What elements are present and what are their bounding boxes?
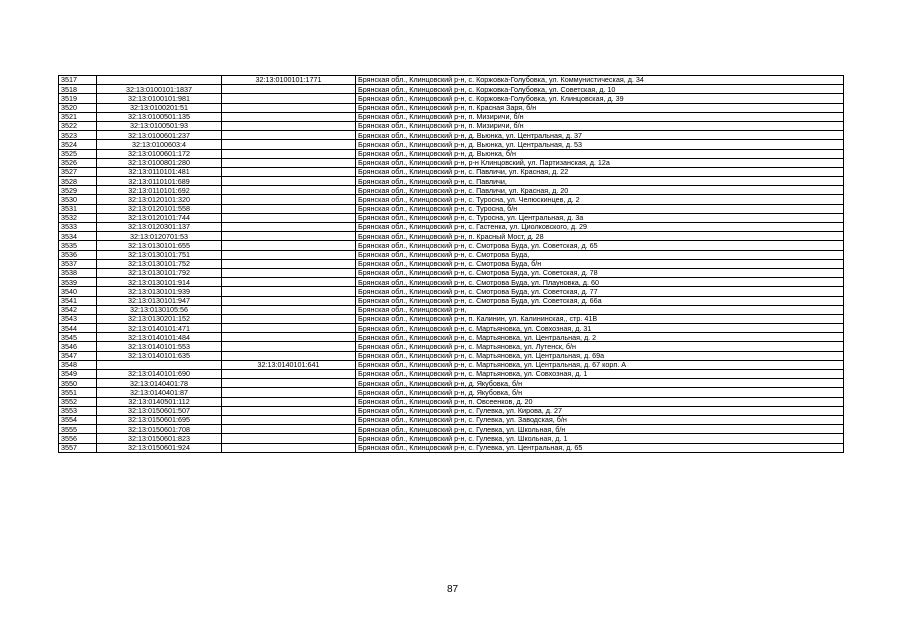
cadastral-number-alt-cell: [222, 314, 356, 323]
row-number-cell: 3536: [59, 250, 97, 259]
table-row: [59, 296, 844, 305]
table-row: [59, 167, 844, 176]
cadastral-number-alt-cell: [222, 85, 356, 94]
address-cell: Брянская обл., Клинцовский р-н, с. Гулевка, ул. Школьная, д. 1: [356, 434, 844, 443]
row-number-cell: 3535: [59, 241, 97, 250]
table-row: [59, 287, 844, 296]
address-cell: Брянская обл., Клинцовский р-н, с. Мартьяновка, ул. Центральная, д. 69а: [356, 351, 844, 360]
row-number-cell: 3517: [59, 76, 97, 85]
address-cell: Брянская обл., Клинцовский р-н, с. Коржовка-Голубовка, ул. Клинцовская, д. 39: [356, 94, 844, 103]
cadastral-number-alt-cell: [222, 305, 356, 314]
cadastral-number-alt-cell: [222, 351, 356, 360]
row-number-cell: 3534: [59, 232, 97, 241]
row-number-cell: 3547: [59, 351, 97, 360]
cadastral-number-cell: 32:13:0130101:655: [97, 241, 222, 250]
cadastral-number-alt-cell: [222, 241, 356, 250]
cadastral-number-cell: 32:13:0150601:695: [97, 415, 222, 424]
row-number-cell: 3523: [59, 131, 97, 140]
row-number-cell: 3522: [59, 121, 97, 130]
table-row: [59, 94, 844, 103]
cadastral-number-alt-cell: [222, 296, 356, 305]
address-cell: Брянская обл., Клинцовский р-н, с. Гулевка, ул. Кирова, д. 27: [356, 406, 844, 415]
table-row: [59, 314, 844, 323]
address-cell: Брянская обл., Клинцовский р-н, с. Смотрова Буда, ул. Советская, д. 66а: [356, 296, 844, 305]
cadastral-number-alt-cell: [222, 333, 356, 342]
table-row: [59, 85, 844, 94]
address-cell: Брянская обл., Клинцовский р-н, с. Павличи, ул. Красная, д. 22: [356, 167, 844, 176]
cadastral-number-alt-cell: [222, 287, 356, 296]
address-cell: Брянская обл., Клинцовский р-н, п. Калинин, ул. Калининская,, стр. 41В: [356, 314, 844, 323]
address-cell: Брянская обл., Клинцовский р-н, с. Гулевка, ул. Школьная, б/н: [356, 425, 844, 434]
address-cell: Брянская обл., Клинцовский р-н, д. Якубовка, б/н: [356, 379, 844, 388]
row-number-cell: 3542: [59, 305, 97, 314]
address-cell: Брянская обл., Клинцовский р-н, п. Мизиричи, б/н: [356, 121, 844, 130]
address-cell: Брянская обл., Клинцовский р-н, с. Мартьяновка, ул. Лутенск, б/н: [356, 342, 844, 351]
table-row: [59, 278, 844, 287]
table-row: [59, 186, 844, 195]
table-row: [59, 131, 844, 140]
address-cell: Брянская обл., Клинцовский р-н, с. Смотрова Буда, ул. Советская, д. 78: [356, 268, 844, 277]
cadastral-number-alt-cell: [222, 204, 356, 213]
address-cell: Брянская обл., Клинцовский р-н, с. Гастенка, ул. Циолковского, д. 29: [356, 223, 844, 232]
address-cell: Брянская обл., Клинцовский р-н, с. Мартьяновка, ул. Центральная, д. 2: [356, 333, 844, 342]
table-row: [59, 76, 844, 85]
table-row: [59, 121, 844, 130]
row-number-cell: 3519: [59, 94, 97, 103]
cadastral-number-cell: 32:13:0130105:56: [97, 305, 222, 314]
address-cell: Брянская обл., Клинцовский р-н, с. Мартьяновка, ул. Совхозная, д. 31: [356, 324, 844, 333]
table-row: [59, 388, 844, 397]
registry-table-body: [59, 76, 844, 453]
address-cell: Брянская обл., Клинцовский р-н, д. Вьюнка, ул. Центральная, д. 37: [356, 131, 844, 140]
address-cell: Брянская обл., Клинцовский р-н, с. Мартьяновка, ул. Совхозная, д. 1: [356, 370, 844, 379]
address-cell: Брянская обл., Клинцовский р-н, с. Мартьяновка, ул. Центральная, д. 67 корп. А: [356, 360, 844, 369]
cadastral-number-cell: 32:13:0130201:152: [97, 314, 222, 323]
row-number-cell: 3532: [59, 213, 97, 222]
cadastral-number-alt-cell: [222, 434, 356, 443]
property-registry-table: [58, 75, 844, 453]
cadastral-number-cell: 32:13:0110101:689: [97, 177, 222, 186]
row-number-cell: 3553: [59, 406, 97, 415]
cadastral-number-cell: 32:13:0110101:692: [97, 186, 222, 195]
cadastral-number-alt-cell: [222, 379, 356, 388]
table-row: [59, 305, 844, 314]
table-row: [59, 158, 844, 167]
cadastral-number-alt-cell: [222, 232, 356, 241]
table-row: [59, 379, 844, 388]
cadastral-number-alt-cell: [222, 268, 356, 277]
cadastral-number-alt-cell: [222, 342, 356, 351]
cadastral-number-cell: 32:13:0120301:137: [97, 223, 222, 232]
cadastral-number-cell: 32:13:0120101:320: [97, 195, 222, 204]
address-cell: Брянская обл., Клинцовский р-н, д. Якубовка, б/н: [356, 388, 844, 397]
cadastral-number-cell: 32:13:0140101:690: [97, 370, 222, 379]
cadastral-number-alt-cell: [222, 370, 356, 379]
cadastral-number-alt-cell: [222, 278, 356, 287]
cadastral-number-cell: 32:13:0110101:481: [97, 167, 222, 176]
cadastral-number-alt-cell: [222, 158, 356, 167]
cadastral-number-alt-cell: [222, 406, 356, 415]
cadastral-number-alt-cell: [222, 112, 356, 121]
table-row: [59, 397, 844, 406]
table-row: [59, 443, 844, 452]
address-cell: Брянская обл., Клинцовский р-н, р-н Клинцовский, ул. Партизанская, д. 12а: [356, 158, 844, 167]
cadastral-number-cell: 32:13:0100201:51: [97, 103, 222, 112]
address-cell: Брянская обл., Клинцовский р-н, с. Смотрова Буда, ул. Плауновка, д. 60: [356, 278, 844, 287]
address-cell: Брянская обл., Клинцовский р-н, п. Овсеенков, д. 20: [356, 397, 844, 406]
table-row: [59, 149, 844, 158]
cadastral-number-cell: 32:13:0150601:924: [97, 443, 222, 452]
address-cell: Брянская обл., Клинцовский р-н, с. Коржовка-Голубовка, ул. Советская, д. 10: [356, 85, 844, 94]
address-cell: Брянская обл., Клинцовский р-н, с. Смотрова Буда, ул. Советская, д. 65: [356, 241, 844, 250]
row-number-cell: 3518: [59, 85, 97, 94]
cadastral-number-alt-cell: [222, 167, 356, 176]
table-row: [59, 434, 844, 443]
address-cell: Брянская обл., Клинцовский р-н,: [356, 305, 844, 314]
cadastral-number-alt-cell: [222, 425, 356, 434]
address-cell: Брянская обл., Клинцовский р-н, с. Павличи,: [356, 177, 844, 186]
cadastral-number-cell: 32:13:0120101:744: [97, 213, 222, 222]
table-row: [59, 259, 844, 268]
cadastral-number-alt-cell: [222, 213, 356, 222]
cadastral-number-cell: 32:13:0130101:939: [97, 287, 222, 296]
cadastral-number-cell: 32:13:0100101:1837: [97, 85, 222, 94]
address-cell: Брянская обл., Клинцовский р-н, с. Павличи, ул. Красная, д. 20: [356, 186, 844, 195]
cadastral-number-cell: [97, 76, 222, 85]
cadastral-number-cell: 32:13:0130101:914: [97, 278, 222, 287]
address-cell: Брянская обл., Клинцовский р-н, с. Туросна, ул. Центральная, д. 3а: [356, 213, 844, 222]
row-number-cell: 3555: [59, 425, 97, 434]
address-cell: Брянская обл., Клинцовский р-н, с. Гулевка, ул. Заводская, б/н: [356, 415, 844, 424]
table-row: [59, 425, 844, 434]
table-row: [59, 241, 844, 250]
row-number-cell: 3545: [59, 333, 97, 342]
table-row: [59, 342, 844, 351]
address-cell: Брянская обл., Клинцовский р-н, с. Туросна, б/н: [356, 204, 844, 213]
cadastral-number-alt-cell: [222, 443, 356, 452]
cadastral-number-alt-cell: 32:13:0100101:1771: [222, 76, 356, 85]
row-number-cell: 3525: [59, 149, 97, 158]
cadastral-number-alt-cell: [222, 388, 356, 397]
cadastral-number-cell: 32:13:0130101:752: [97, 259, 222, 268]
table-row: [59, 112, 844, 121]
row-number-cell: 3556: [59, 434, 97, 443]
table-row: [59, 360, 844, 369]
table-row: [59, 324, 844, 333]
cadastral-number-cell: 32:13:0150601:823: [97, 434, 222, 443]
cadastral-number-cell: 32:13:0150601:507: [97, 406, 222, 415]
table-row: [59, 370, 844, 379]
row-number-cell: 3533: [59, 223, 97, 232]
table-row: [59, 177, 844, 186]
row-number-cell: 3543: [59, 314, 97, 323]
table-row: [59, 250, 844, 259]
row-number-cell: 3520: [59, 103, 97, 112]
table-row: [59, 195, 844, 204]
row-number-cell: 3554: [59, 415, 97, 424]
address-cell: Брянская обл., Клинцовский р-н, с. Туросна, ул. Челюскинцев, д. 2: [356, 195, 844, 204]
row-number-cell: 3539: [59, 278, 97, 287]
row-number-cell: 3538: [59, 268, 97, 277]
cadastral-number-alt-cell: [222, 140, 356, 149]
address-cell: Брянская обл., Клинцовский р-н, п. Красная Заря, б/н: [356, 103, 844, 112]
page-number: 87: [446, 584, 459, 595]
row-number-cell: 3528: [59, 177, 97, 186]
cadastral-number-cell: 32:13:0140101:635: [97, 351, 222, 360]
row-number-cell: 3546: [59, 342, 97, 351]
cadastral-number-cell: 32:13:0100601:237: [97, 131, 222, 140]
table-row: [59, 268, 844, 277]
table-row: [59, 351, 844, 360]
cadastral-number-alt-cell: [222, 149, 356, 158]
row-number-cell: 3551: [59, 388, 97, 397]
cadastral-number-alt-cell: [222, 121, 356, 130]
cadastral-number-cell: 32:13:0140501:112: [97, 397, 222, 406]
cadastral-number-alt-cell: [222, 131, 356, 140]
row-number-cell: 3550: [59, 379, 97, 388]
cadastral-number-cell: 32:13:0120701:53: [97, 232, 222, 241]
cadastral-number-cell: 32:13:0100603:4: [97, 140, 222, 149]
table-row: [59, 232, 844, 241]
table-row: [59, 213, 844, 222]
cadastral-number-cell: 32:13:0130101:947: [97, 296, 222, 305]
address-cell: Брянская обл., Клинцовский р-н, с. Смотрова Буда,: [356, 250, 844, 259]
table-row: [59, 406, 844, 415]
row-number-cell: 3530: [59, 195, 97, 204]
cadastral-number-cell: 32:13:0140101:553: [97, 342, 222, 351]
row-number-cell: 3526: [59, 158, 97, 167]
row-number-cell: 3540: [59, 287, 97, 296]
address-cell: Брянская обл., Клинцовский р-н, д. Вьюнка, б/н: [356, 149, 844, 158]
row-number-cell: 3557: [59, 443, 97, 452]
cadastral-number-cell: 32:13:0130101:792: [97, 268, 222, 277]
cadastral-number-alt-cell: [222, 186, 356, 195]
cadastral-number-cell: 32:13:0140401:78: [97, 379, 222, 388]
cadastral-number-cell: 32:13:0100101:981: [97, 94, 222, 103]
address-cell: Брянская обл., Клинцовский р-н, с. Смотрова Буда, б/н: [356, 259, 844, 268]
row-number-cell: 3527: [59, 167, 97, 176]
cadastral-number-cell: 32:13:0130101:751: [97, 250, 222, 259]
table-row: [59, 204, 844, 213]
cadastral-number-cell: [97, 360, 222, 369]
row-number-cell: 3552: [59, 397, 97, 406]
row-number-cell: 3529: [59, 186, 97, 195]
cadastral-number-alt-cell: [222, 250, 356, 259]
cadastral-number-cell: 32:13:0140401:87: [97, 388, 222, 397]
row-number-cell: 3541: [59, 296, 97, 305]
address-cell: Брянская обл., Клинцовский р-н, п. Мизиричи, б/н: [356, 112, 844, 121]
cadastral-number-cell: 32:13:0120101:558: [97, 204, 222, 213]
table-row: [59, 333, 844, 342]
cadastral-number-alt-cell: [222, 195, 356, 204]
address-cell: Брянская обл., Клинцовский р-н, с. Гулевка, ул. Центральная, д. 65: [356, 443, 844, 452]
row-number-cell: 3521: [59, 112, 97, 121]
address-cell: Брянская обл., Клинцовский р-н, п. Красный Мост, д. 28: [356, 232, 844, 241]
cadastral-number-alt-cell: [222, 103, 356, 112]
cadastral-number-alt-cell: 32:13:0140101:641: [222, 360, 356, 369]
cadastral-number-cell: 32:13:0140101:471: [97, 324, 222, 333]
cadastral-number-alt-cell: [222, 259, 356, 268]
cadastral-number-alt-cell: [222, 324, 356, 333]
table-row: [59, 140, 844, 149]
cadastral-number-cell: 32:13:0100601:172: [97, 149, 222, 158]
cadastral-number-cell: 32:13:0100801:280: [97, 158, 222, 167]
address-cell: Брянская обл., Клинцовский р-н, с. Смотрова Буда, ул. Советская, д. 77: [356, 287, 844, 296]
table-row: [59, 223, 844, 232]
address-cell: Брянская обл., Клинцовский р-н, д. Вьюнка, ул. Центральная, д. 53: [356, 140, 844, 149]
cadastral-number-alt-cell: [222, 415, 356, 424]
row-number-cell: 3549: [59, 370, 97, 379]
row-number-cell: 3548: [59, 360, 97, 369]
row-number-cell: 3531: [59, 204, 97, 213]
cadastral-number-alt-cell: [222, 397, 356, 406]
cadastral-number-alt-cell: [222, 94, 356, 103]
row-number-cell: 3537: [59, 259, 97, 268]
table-row: [59, 103, 844, 112]
cadastral-number-cell: 32:13:0150601:708: [97, 425, 222, 434]
cadastral-number-alt-cell: [222, 177, 356, 186]
cadastral-number-cell: 32:13:0140101:484: [97, 333, 222, 342]
row-number-cell: 3544: [59, 324, 97, 333]
row-number-cell: 3524: [59, 140, 97, 149]
cadastral-number-alt-cell: [222, 223, 356, 232]
cadastral-number-cell: 32:13:0100501:135: [97, 112, 222, 121]
address-cell: Брянская обл., Клинцовский р-н, с. Коржовка-Голубовка, ул. Коммунистическая, д. 34: [356, 76, 844, 85]
cadastral-number-cell: 32:13:0100501:93: [97, 121, 222, 130]
table-row: [59, 415, 844, 424]
